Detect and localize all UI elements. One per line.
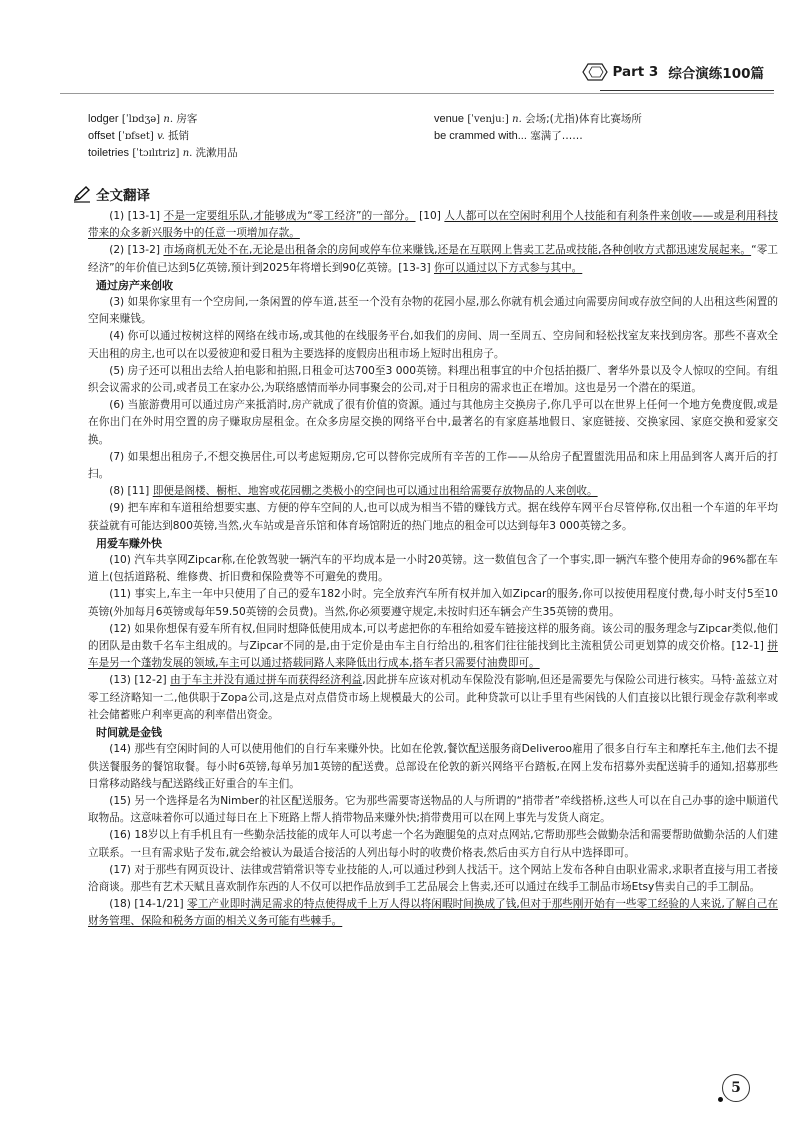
- paragraph: [88, 672, 778, 724]
- text-run: (10) 汽车共享网Zipcar称,在伦敦驾驶一辆汽车的平均成本是一小时20英镑。这一数值包含了一个事实,即一辆汽车整个使用寿命的96%都在车道上(包括道路税、维修费、折旧费和保险费等不可避免的费用。: [88, 554, 778, 584]
- vocab-phonetic: [ˈlɒdʒə]: [121, 114, 161, 125]
- text-run: “零工经济”的年价值已达到5亿英镑,预计到2025年将增长到90亿英镑。[13-3]: [88, 244, 778, 274]
- vocab-meaning: 房客: [176, 113, 198, 125]
- part-hexagon-icon: [582, 62, 608, 82]
- paragraph: [88, 621, 778, 673]
- vocab-item: [88, 146, 434, 161]
- text-run: (5) 房子还可以租出去给人拍电影和拍照,日租金可达700至3 000英镑。料理出租事宜的中介包括拍摄厂、奢华外景以及令人惊叹的空间。有组织会议需求的公司,或者员工在家办公,为联络感情而举办同事聚会的公司,对于日租房的需求也正在增加。这也是另一个潜在的渠道。: [88, 364, 778, 395]
- underlined-text: 零工产业即时满足需求的特点使得成千上万人得以将闲暇时间换成了钱,但对于那些刚开始有一些零工经验的人来说,了解自己在财务管理、保险和税务方面的相关义务可能有些棘手。: [88, 898, 779, 928]
- paragraph: [88, 208, 778, 242]
- vocabulary-list: [88, 112, 778, 161]
- text-run: (12) 如果你想保有爱车所有权,但同时想降低使用成本,可以考虑把你的车租给如爱车链接这样的服务商。该公司的服务理念与Zipcar类似,他们的团队是由数千名车主组成的。与Zipcar不同的是,由于定价是由车主自行给出的,租客们往往能找到比主流租赁公司更划算的成交价格。[12-1]: [88, 622, 778, 653]
- underlined-text: ——或是利用科技带来的众多新兴服务中的任意一项增加存款。: [88, 210, 779, 240]
- paragraph: [88, 397, 778, 449]
- paragraph: [88, 242, 778, 276]
- vocab-pos: v.: [157, 131, 165, 142]
- subheading: [88, 535, 778, 552]
- text-run: (18) [14-1/21]: [109, 898, 188, 911]
- page-number: 5: [722, 1074, 750, 1102]
- vocab-meaning: 会场;(尤指)体育比赛场所: [525, 113, 642, 125]
- header-rule: [600, 90, 774, 91]
- underlined-text: 拼车是另一个蓬勃发展的领域,车主可以通过搭载同路人来降低出行成本,搭车者只需要付油费即可。: [88, 640, 778, 670]
- vocab-word: lodger: [88, 113, 119, 125]
- paragraph: [88, 483, 778, 500]
- paragraph: [88, 862, 778, 896]
- header-part-label: Part 3: [612, 64, 659, 80]
- vocab-meaning: 抵销: [168, 130, 190, 142]
- section-title: 全文翻译: [96, 188, 150, 204]
- header-divider: [60, 93, 774, 94]
- text-run: (16) 18岁以上有手机且有一些勤杂活技能的成年人可以考虑一个名为跑腿兔的点对点网站,它帮助那些会做勤杂活和需要帮助做勤杂活的人们建立联系。一旦有需求贴子发布,就会给被认为最适合接活的人列出每小时的收费价格表,然后由买方自行从中选择即可。: [88, 829, 778, 859]
- text-run: (7) 如果想出租房子,不想交换居住,可以考虑短期房,它可以替你完成所有辛苦的工作——从给房子配置盥洗用品和床上用品到客人离开后的打扫。: [88, 450, 778, 481]
- subheading: [88, 277, 778, 294]
- text-run: (14) 那些有空闲时间的人可以使用他们的自行车来赚外快。比如在伦敦,餐饮配送服务商Deliveroo雇用了很多自行车主和摩托车主,他们去不提供送餐服务的餐馆取餐。每小时6英镑,每单另加1英镑的配送费。总部设在伦敦的新兴网络平台踏板,在网上发布招募外卖配送骑手的通知,招募那些日常移动路线与配送路线正好重合的车主们。: [88, 743, 778, 790]
- paragraph: [88, 896, 778, 930]
- vocab-meaning: 塞满了……: [530, 130, 583, 142]
- text-run: (11) 事实上,车主一年中只使用了自己的爱车182小时。完全放弃汽车所有权并加入如Zipcar的服务,你可以按使用程度付费,每小时支付5至10英镑(外加每月6英镑或每年59.50英镑的会员费)。当然,你必须要遵守规定,未按时归还车辆会产生35英镑的费用。: [88, 588, 778, 618]
- running-header: [582, 62, 764, 82]
- vocab-pos: n.: [512, 114, 522, 125]
- text-run: (15) 另一个选择是名为Nimber的社区配送服务。它为那些需要寄送物品的人与所谓的“捎带者”牵线搭桥,这些人可以在自己办事的途中顺道代取物品。这意味着你可以通过每日在上下班路上帮人捎带物品来赚外快;捎带费用可以在网上事先与发货人商定。: [88, 794, 778, 825]
- underlined-text: 市场商机无处不在,无论是出租备余的房间或停车位来赚钱,还是在互联网上售卖工艺品或技能,各种创收方式都迅速发展起来。: [163, 244, 752, 257]
- paragraph: [88, 741, 778, 793]
- paragraph: [88, 793, 778, 827]
- vocab-phonetic: [ˈvenjuː]: [467, 114, 509, 125]
- vocab-word: be crammed with...: [434, 130, 527, 142]
- underlined-text: 不是一定要组乐队,才能够成为“零工经济”的一部分。: [163, 210, 416, 222]
- paragraph: [88, 586, 778, 620]
- paragraph: [88, 552, 778, 586]
- text-run: (6) 当旅游费用可以通过房产来抵消时,房产就成了很有价值的资源。通过与其他房主交换房子,你几乎可以在世界上任何一个地方免费度假,或是在你出门在外时用空置的房子赚取房屋租金。在众多房屋交换的网络平台中,最著名的有家庭基地假日、家庭链接、交换家园、家庭交换和爱家交换。: [88, 399, 778, 446]
- vocab-item: [434, 112, 778, 127]
- vocab-word: toiletries: [88, 147, 129, 159]
- vocab-meaning: 洗漱用品: [195, 147, 238, 159]
- text-run: (13) [12-2]: [109, 674, 171, 687]
- text-run: (4) 你可以通过桉树这样的网络在线市场,或其他的在线服务平台,如我们的房间、周一至周五、空房间和轻松找室友来找到房客。那些不喜欢全天出租的房主,也可以在以爱彼迎和爱日租为主要选择的度假房出租市场上短时出租房子。: [88, 330, 778, 360]
- vocab-pos: n.: [163, 114, 174, 125]
- vocab-item: [88, 112, 434, 127]
- text-run: ,因此拼车应该对机动车保险没有影响,但还是需要先与保险公司进行核实。马特·盖兹立对零工经济略知一二,他供职于Zopa公司,这是点对点借贷市场上规模最大的公司。此种贷款可以让手里有些闲钱的人们直接以比银行现金存款利率或社会储蓄账户利率更高的利率借出资金。: [88, 674, 779, 721]
- paragraph: [88, 363, 778, 397]
- text-run: (8) [11]: [109, 485, 153, 498]
- subheading: [88, 724, 778, 741]
- text-run: [10]: [415, 210, 445, 222]
- translation-body: [88, 208, 778, 931]
- section-heading: [72, 184, 150, 204]
- header-title: 综合演练100篇: [668, 66, 764, 82]
- page-number-dot: [718, 1097, 723, 1102]
- vocab-word: offset: [88, 130, 115, 142]
- text-run: (1) [13-1]: [109, 210, 164, 222]
- underlined-text: 即便是阁楼、橱柜、地窖或花园棚之类极小的空间也可以通过出租给需要存放物品的人来创收。: [152, 485, 598, 498]
- underlined-text: 人人都可以在空闲时利用个人技能和有利条件来创收: [444, 210, 693, 222]
- underlined-text: 你可以通过以下方式参与其中。: [433, 261, 583, 274]
- paragraph: [88, 294, 778, 328]
- vocab-pos: n.: [182, 148, 193, 159]
- paragraph: [88, 449, 778, 483]
- text-run: 通过房产来创收: [96, 278, 173, 292]
- underlined-text: 由于车主并没有通过拼车而获得经济利益: [170, 674, 363, 687]
- paragraph: [88, 328, 778, 362]
- paragraph: [88, 500, 778, 534]
- text-run: (2) [13-2]: [109, 244, 164, 257]
- vocab-word: venue: [434, 113, 464, 125]
- vocab-phonetic: [ˈɒfset]: [118, 131, 154, 142]
- text-run: 时间就是金钱: [96, 726, 162, 740]
- text-run: (9) 把车库和车道租给想要实惠、方便的停车空间的人,也可以成为相当不错的赚钱方式。据在线停车网平台尽管停称,仅出租一个车道的年平均获益就有可能达到800英镑,当然,火车站或是音乐馆和体育场馆附近的热门地点的租金可以达到每年3 000英镑之多。: [88, 502, 778, 532]
- vocab-item: [434, 129, 778, 144]
- paragraph: [88, 827, 778, 861]
- text-run: (3) 如果你家里有一个空房间,一条闲置的停车道,甚至一个没有杂物的花园小屋,那么你就有机会通过向需要房间或存放空间的人出租这些闲置的空间来赚钱。: [88, 296, 778, 326]
- vocab-phonetic: [ˈtɔɪlɪtriz]: [132, 148, 180, 159]
- text-run: 用爱车赚外快: [96, 536, 162, 550]
- text-run: (17) 对于那些有网页设计、法律或营销常识等专业技能的人,可以通过秒到人找活干。这个网站上发布各种自由职业需求,求职者直接与用工者接洽商谈。那些有艺术天赋且喜欢制作东西的人不仅可以把作品放到手工艺品展会上售卖,还可以通过在线手工制品市场Etsy售卖自己的手工制品。: [88, 863, 778, 893]
- vocab-item: [88, 129, 434, 144]
- pen-icon: [72, 185, 92, 203]
